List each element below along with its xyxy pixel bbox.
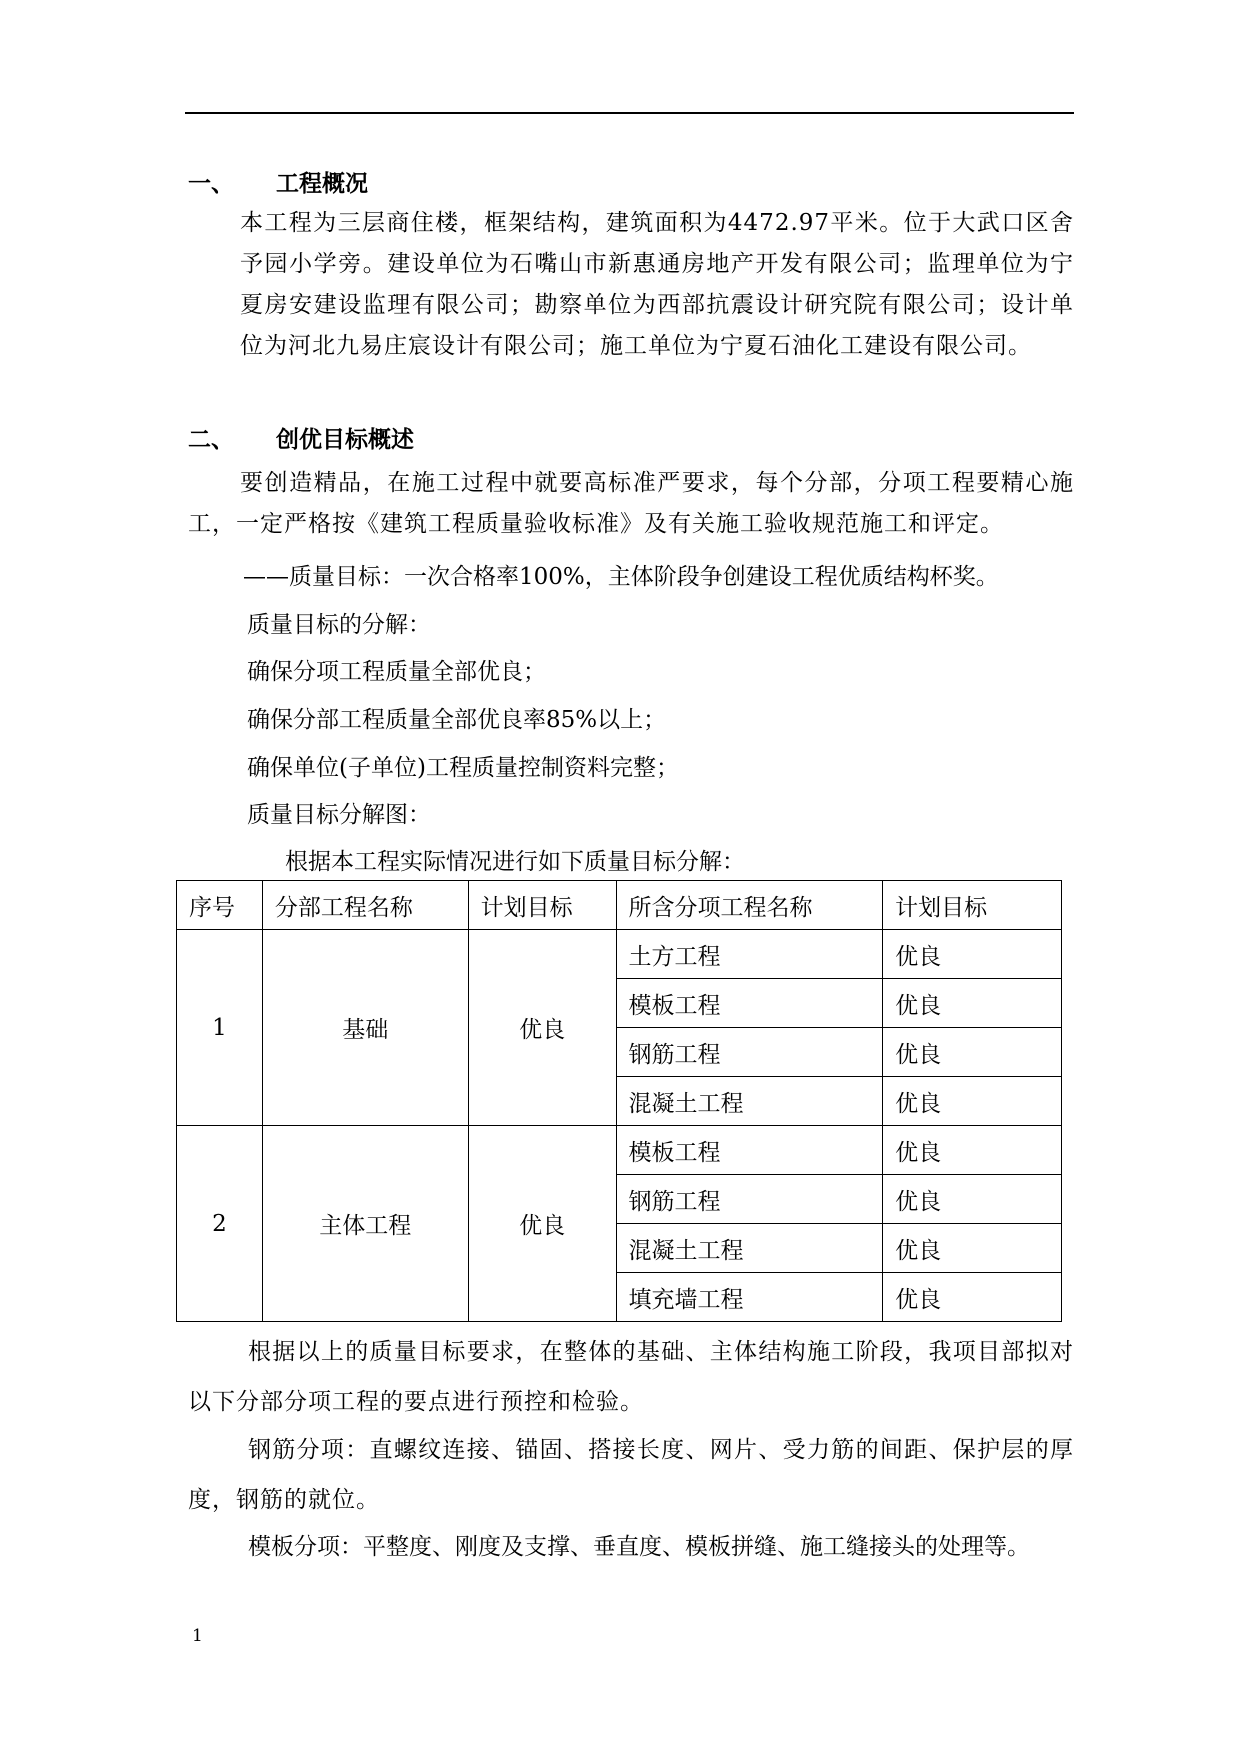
sub-item-name: 填充墙工程 bbox=[616, 1273, 883, 1322]
group-no: 2 bbox=[177, 1126, 263, 1322]
header-division-target: 计划目标 bbox=[468, 881, 616, 930]
group-target: 优良 bbox=[468, 1126, 616, 1322]
section-2-intro: 要创造精品，在施工过程中就要高标准严要求，每个分部，分项工程要精心施工，一定严格按《建筑工程质量验收标准》及有关施工验收规范施工和评定。 bbox=[188, 470, 1074, 537]
header-rule bbox=[185, 112, 1074, 114]
sub-item-name: 钢筋工程 bbox=[616, 1028, 883, 1077]
sub-item-target: 优良 bbox=[883, 1126, 1062, 1175]
table-row bbox=[177, 1126, 1062, 1175]
chart-label: 质量目标分解图： bbox=[247, 802, 431, 828]
after-table-paragraph-2: 钢筋分项：直螺纹连接、锚固、搭接长度、网片、受力筋的间距、保护层的厚度，钢筋的就位。 bbox=[188, 1437, 1074, 1513]
group-name: 主体工程 bbox=[262, 1126, 468, 1322]
header-no: 序号 bbox=[177, 881, 263, 930]
group-no: 1 bbox=[177, 930, 263, 1126]
breakdown-item-1: 确保分项工程质量全部优良； bbox=[247, 659, 546, 685]
sub-item-name: 土方工程 bbox=[616, 930, 883, 979]
table-header-row bbox=[177, 881, 1062, 930]
sub-item-target: 优良 bbox=[883, 930, 1062, 979]
sub-item-name: 混凝土工程 bbox=[616, 1077, 883, 1126]
sub-item-target: 优良 bbox=[883, 1273, 1062, 1322]
section-2-heading bbox=[188, 421, 414, 454]
sub-item-name: 模板工程 bbox=[616, 1126, 883, 1175]
sub-item-target: 优良 bbox=[883, 1175, 1062, 1224]
section-1-number: 一、 bbox=[188, 171, 234, 197]
header-sub-item-target: 计划目标 bbox=[883, 881, 1062, 930]
sub-item-target: 优良 bbox=[883, 1224, 1062, 1273]
sub-item-target: 优良 bbox=[883, 1028, 1062, 1077]
sub-item-target: 优良 bbox=[883, 1077, 1062, 1126]
sub-item-target: 优良 bbox=[883, 979, 1062, 1028]
table-caption: 根据本工程实际情况进行如下质量目标分解： bbox=[285, 849, 745, 875]
table-row bbox=[177, 930, 1062, 979]
group-target: 优良 bbox=[468, 930, 616, 1126]
quality-goal-table bbox=[176, 880, 1062, 1322]
header-sub-item-name: 所含分项工程名称 bbox=[616, 881, 883, 930]
after-table-paragraph-3: 模板分项：平整度、刚度及支撑、垂直度、模板拼缝、施工缝接头的处理等。 bbox=[248, 1534, 1030, 1560]
sub-item-name: 混凝土工程 bbox=[616, 1224, 883, 1273]
breakdown-item-3: 确保单位(子单位)工程质量控制资料完整； bbox=[247, 755, 679, 781]
breakdown-item-2: 确保分部工程质量全部优良率85%以上； bbox=[247, 707, 667, 733]
section-1-heading bbox=[188, 165, 368, 198]
section-2-title: 创优目标概述 bbox=[276, 427, 414, 453]
section-2-number: 二、 bbox=[188, 427, 234, 453]
after-table-paragraph-1: 根据以上的质量目标要求，在整体的基础、主体结构施工阶段，我项目部拟对以下分部分项工程的要点进行预控和检验。 bbox=[188, 1339, 1074, 1415]
sub-item-name: 模板工程 bbox=[616, 979, 883, 1028]
section-1-body: 本工程为三层商住楼，框架结构，建筑面积为4472.97平米。位于大武口区舍予园小学旁。建设单位为石嘴山市新惠通房地产开发有限公司；监理单位为宁夏房安建设监理有限公司；勘察单位为西部抗震设计研究院有限公司；设计单位为河北九易庄宸设计有限公司；施工单位为宁夏石油化工建设有限公司。 bbox=[240, 210, 1074, 359]
quality-goal: ——质量目标：一次合格率100%，主体阶段争创建设工程优质结构杯奖。 bbox=[243, 564, 999, 590]
sub-item-name: 钢筋工程 bbox=[616, 1175, 883, 1224]
breakdown-label: 质量目标的分解： bbox=[247, 612, 431, 638]
section-1-title: 工程概况 bbox=[276, 171, 368, 197]
page-number: 1 bbox=[192, 1626, 203, 1646]
header-division-name: 分部工程名称 bbox=[262, 881, 468, 930]
group-name: 基础 bbox=[262, 930, 468, 1126]
